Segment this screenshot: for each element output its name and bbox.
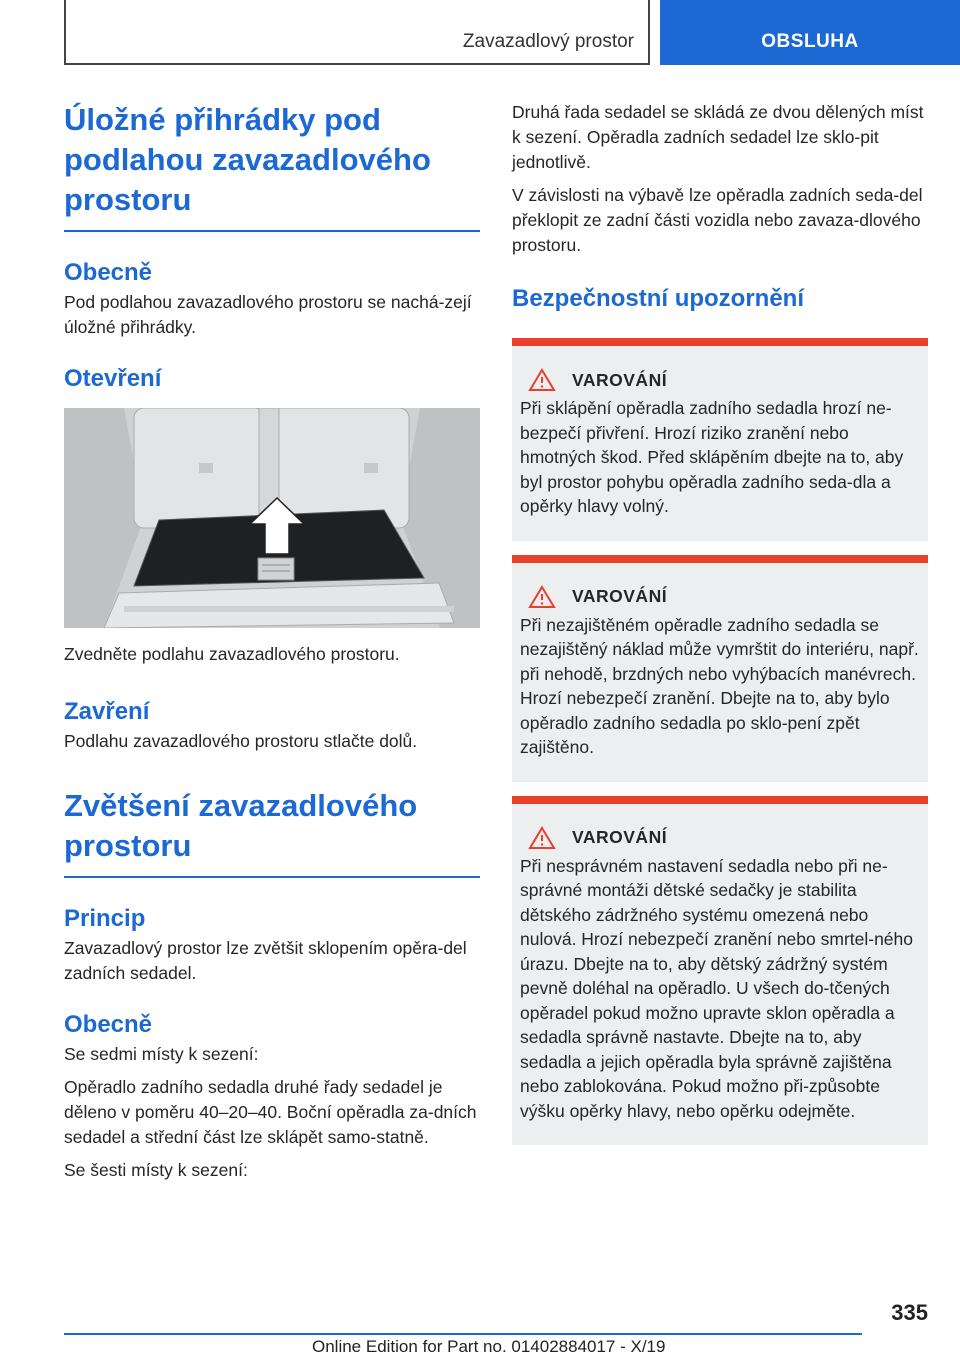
paragraph-seven-seats: Se sedmi místy k sezení:: [64, 1044, 259, 1064]
paragraph-six-seats: Se šesti místy k sezení:: [64, 1160, 248, 1180]
heading-enlarging-cargo: Zvětšení zavazadlového prostoru: [64, 788, 418, 863]
warning-box: [512, 555, 928, 782]
page-number: 335: [891, 1300, 928, 1325]
heading-storage-compartments: Úložné přihrádky pod podlahou zavazadlového prostoru: [64, 102, 431, 217]
figure-caption: Zvedněte podlahu zavazadlového prostoru.: [64, 644, 400, 664]
chapter-tab-label: OBSLUHA: [761, 31, 859, 52]
subheading-general: Obecně: [64, 259, 153, 286]
warning-label: VAROVÁNÍ: [572, 369, 668, 390]
header-title-box: [64, 0, 650, 65]
paragraph-general: Pod podlahou zavazadlového prostoru se nachá-zejí úložné přihrádky.: [64, 292, 472, 337]
footer-edition: Online Edition for Part no. 01402884017 - X/19: [312, 1337, 666, 1356]
warning-text: Při nezajištěném opěradle zadního sedadla se nezajištěný náklad může vymrštit do interiéru, např. při nehodě, brzdných nebo vyhýbacích manévrech. Hrozí nebezpečí zranění. Dbejte na to, aby bylo opěradlo zadního sedadla po sklo-pení zpět zajištěno.: [520, 614, 919, 757]
warning-triangle-icon: [528, 826, 556, 850]
cargo-floor-illustration: [64, 408, 480, 628]
heading-rule: [64, 230, 480, 232]
right-column: [512, 100, 928, 1145]
warning-box: [512, 338, 928, 541]
paragraph-closing: Podlahu zavazadlového prostoru stlačte dolů.: [64, 731, 418, 751]
left-column: [64, 100, 480, 1183]
warning-box: [512, 796, 928, 1146]
warning-text: Při nesprávném nastavení sedadla nebo při ne-správné montáži dětské sedačky je stabilita dětského zádržného systému omezená nebo nulová. Hrozí nebezpečí zranění nebo smrtel-ného úrazu. Dbejte na to, aby dětský zádržný systém pevně doléhal na opěradlo. U všech do-tčených opěradel pokud možno upravte sklon opěradla a sedadla správně nastavte. Dbejte na to, aby sedadla a jejich opěradla byla správně zajištěna nebo zablokována. Pokud možno při-způsobte výšku opěrky hlavy, nebo opěrku odejměte.: [520, 855, 914, 1121]
subheading-safety: Bezpečnostní upozornění: [512, 285, 805, 312]
section-title: Zavazadlový prostor: [462, 31, 634, 52]
subheading-closing: Zavření: [64, 698, 150, 725]
warning-triangle-icon: [528, 368, 556, 392]
warning-text: Při sklápění opěradla zadního sedadla hrozí ne-bezpečí přivření. Hrozí riziko zranění nebo hmotných škod. Před sklápěním dbejte na to, aby byl prostor pohybu opěradla zadního seda-dla a opěrky hlavy volný.: [520, 398, 904, 516]
subheading-opening: Otevření: [64, 365, 162, 392]
subheading-general-2: Obecně: [64, 1011, 153, 1038]
paragraph-fold-options: V závislosti na výbavě lze opěradla zadních seda-del překlopit ze zadní části vozidla nebo zavaza-dlového prostoru.: [512, 185, 923, 255]
footer-rule: [64, 1333, 862, 1335]
paragraph-backrest-split: Opěradlo zadního sedadla druhé řady sedadel je děleno v poměru 40–20–40. Boční opěradla za-dních sedadel a střední část lze sklápět samo-statně.: [64, 1077, 477, 1147]
subheading-principle: Princip: [64, 905, 146, 932]
heading-rule: [64, 876, 480, 878]
warning-label: VAROVÁNÍ: [572, 586, 668, 606]
paragraph-principle: Zavazadlový prostor lze zvětšit sklopením opěra-del zadních sedadel.: [64, 938, 467, 983]
paragraph-second-row: Druhá řada sedadel se skládá ze dvou dělených míst k sezení. Opěradla zadních sedadel lze sklo-pit jednotlivě.: [512, 102, 924, 172]
chapter-tab[interactable]: [660, 0, 960, 65]
warning-triangle-icon: [528, 585, 556, 609]
warning-label: VAROVÁNÍ: [572, 827, 668, 847]
